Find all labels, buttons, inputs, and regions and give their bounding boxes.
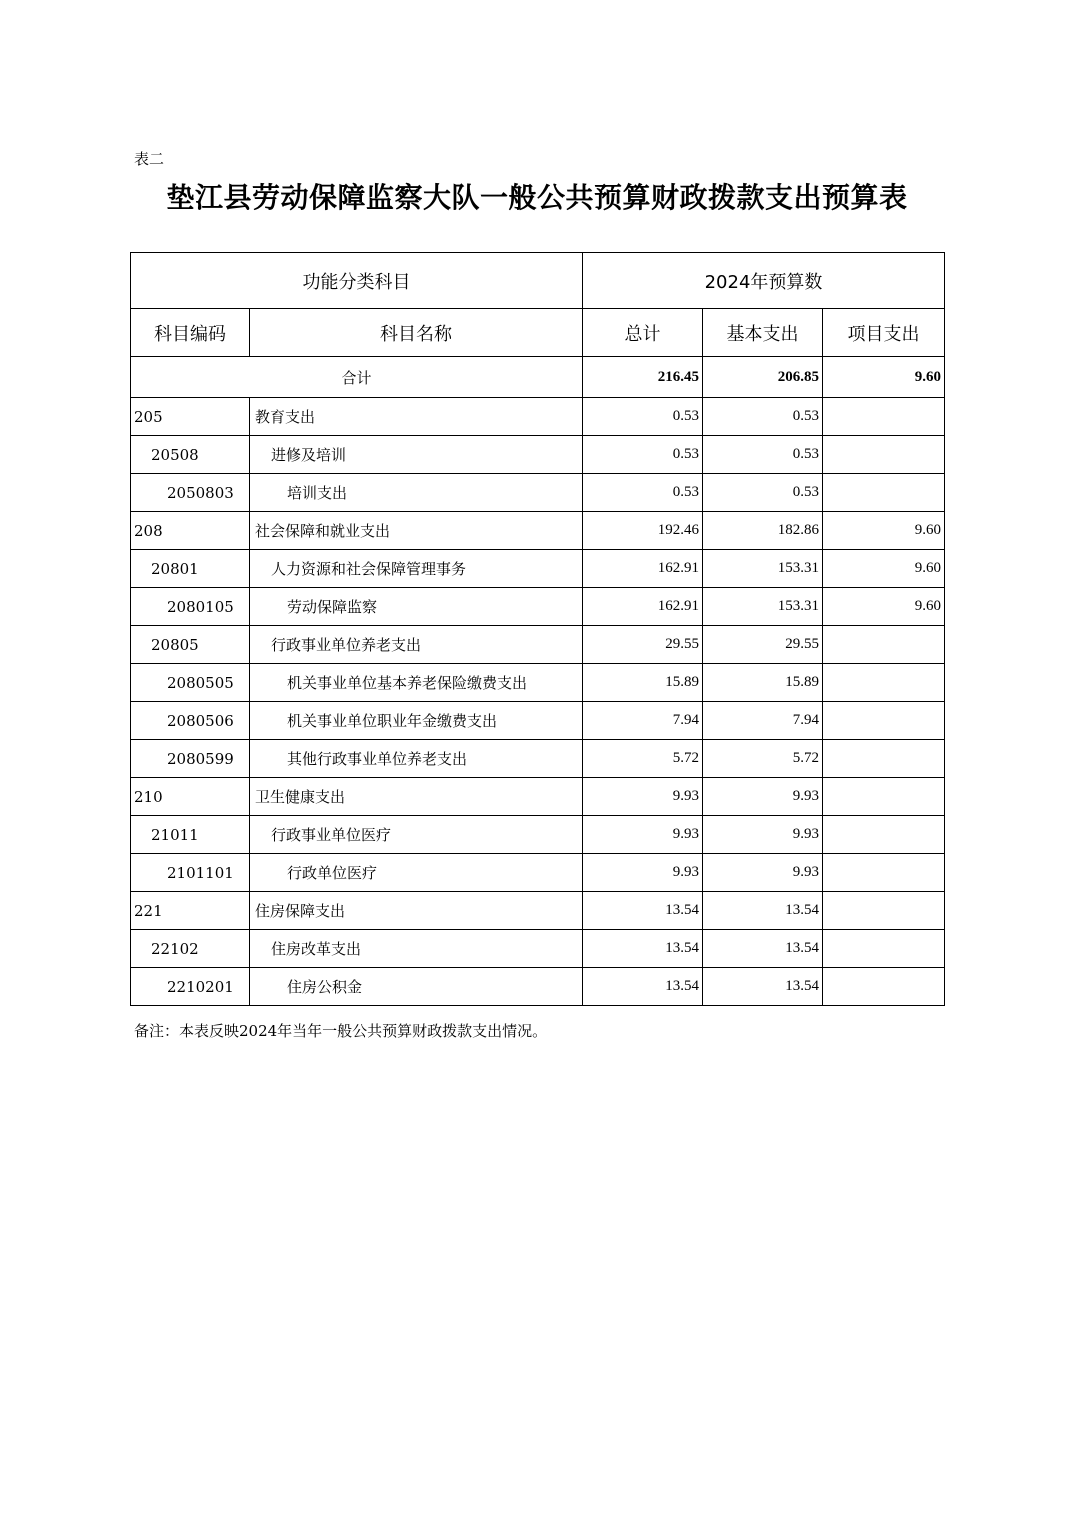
header-row-columns	[131, 309, 945, 357]
table-row	[131, 854, 945, 892]
row-code: 221	[131, 892, 250, 930]
row-project	[823, 854, 945, 892]
row-project	[823, 816, 945, 854]
row-total: 0.53	[583, 474, 703, 512]
row-project	[823, 474, 945, 512]
row-project	[823, 702, 945, 740]
table-row	[131, 664, 945, 702]
table-row	[131, 398, 945, 436]
row-total: 29.55	[583, 626, 703, 664]
table-row	[131, 512, 945, 550]
row-total: 0.53	[583, 436, 703, 474]
row-project	[823, 740, 945, 778]
table-row	[131, 436, 945, 474]
row-code: 2080599	[131, 740, 250, 778]
row-code: 20801	[131, 550, 250, 588]
row-total: 9.93	[583, 854, 703, 892]
row-name: 机关事业单位基本养老保险缴费支出	[250, 664, 583, 702]
total-row	[131, 357, 945, 398]
row-name: 社会保障和就业支出	[250, 512, 583, 550]
row-code: 20805	[131, 626, 250, 664]
row-name: 劳动保障监察	[250, 588, 583, 626]
table-row	[131, 588, 945, 626]
row-project	[823, 398, 945, 436]
row-total: 13.54	[583, 892, 703, 930]
row-project	[823, 892, 945, 930]
row-total: 9.93	[583, 816, 703, 854]
page-title: 垫江县劳动保障监察大队一般公共预算财政拨款支出预算表	[166, 181, 908, 214]
total-project: 9.60	[823, 357, 945, 398]
row-basic: 182.86	[703, 512, 823, 550]
row-basic: 153.31	[703, 550, 823, 588]
row-name: 培训支出	[250, 474, 583, 512]
row-code: 2080506	[131, 702, 250, 740]
row-name: 住房改革支出	[250, 930, 583, 968]
row-name: 进修及培训	[250, 436, 583, 474]
row-name: 行政事业单位医疗	[250, 816, 583, 854]
row-code: 2101101	[131, 854, 250, 892]
row-code: 21011	[131, 816, 250, 854]
row-project	[823, 778, 945, 816]
row-basic: 0.53	[703, 474, 823, 512]
table-row	[131, 930, 945, 968]
footnote: 备注：本表反映2024年当年一般公共预算财政拨款支出情况。	[134, 1022, 548, 1040]
row-basic: 7.94	[703, 702, 823, 740]
header-total: 总计	[583, 309, 703, 357]
row-basic: 9.93	[703, 854, 823, 892]
row-name: 住房公积金	[250, 968, 583, 1006]
row-name: 住房保障支出	[250, 892, 583, 930]
row-name: 人力资源和社会保障管理事务	[250, 550, 583, 588]
row-basic: 13.54	[703, 892, 823, 930]
row-code: 210	[131, 778, 250, 816]
row-basic: 29.55	[703, 626, 823, 664]
row-project: 9.60	[823, 550, 945, 588]
table-row	[131, 968, 945, 1006]
row-total: 162.91	[583, 588, 703, 626]
row-project: 9.60	[823, 512, 945, 550]
row-basic: 153.31	[703, 588, 823, 626]
row-total: 15.89	[583, 664, 703, 702]
row-total: 192.46	[583, 512, 703, 550]
row-name: 行政单位医疗	[250, 854, 583, 892]
row-basic: 15.89	[703, 664, 823, 702]
table-row	[131, 816, 945, 854]
row-total: 13.54	[583, 930, 703, 968]
total-basic: 206.85	[703, 357, 823, 398]
row-basic: 0.53	[703, 436, 823, 474]
row-basic: 5.72	[703, 740, 823, 778]
header-name: 科目名称	[250, 309, 583, 357]
header-basic: 基本支出	[703, 309, 823, 357]
row-total: 9.93	[583, 778, 703, 816]
total-sum: 216.45	[583, 357, 703, 398]
row-code: 2050803	[131, 474, 250, 512]
row-code: 2080505	[131, 664, 250, 702]
row-project	[823, 436, 945, 474]
row-basic: 13.54	[703, 930, 823, 968]
row-total: 7.94	[583, 702, 703, 740]
row-code: 205	[131, 398, 250, 436]
row-total: 0.53	[583, 398, 703, 436]
header-function-classification: 功能分类科目	[131, 253, 583, 309]
table-label: 表二	[134, 150, 165, 168]
row-total: 13.54	[583, 968, 703, 1006]
row-code: 2210201	[131, 968, 250, 1006]
table-row	[131, 550, 945, 588]
total-label: 合计	[131, 357, 583, 398]
row-name: 机关事业单位职业年金缴费支出	[250, 702, 583, 740]
row-project	[823, 968, 945, 1006]
header-code: 科目编码	[131, 309, 250, 357]
row-name: 教育支出	[250, 398, 583, 436]
table-row	[131, 778, 945, 816]
row-project	[823, 930, 945, 968]
table-row	[131, 474, 945, 512]
row-code: 2080105	[131, 588, 250, 626]
row-name: 卫生健康支出	[250, 778, 583, 816]
row-code: 22102	[131, 930, 250, 968]
table-row	[131, 892, 945, 930]
row-name: 其他行政事业单位养老支出	[250, 740, 583, 778]
table-row	[131, 626, 945, 664]
row-project: 9.60	[823, 588, 945, 626]
row-name: 行政事业单位养老支出	[250, 626, 583, 664]
table-row	[131, 702, 945, 740]
row-code: 20508	[131, 436, 250, 474]
row-total: 5.72	[583, 740, 703, 778]
row-basic: 0.53	[703, 398, 823, 436]
row-basic: 13.54	[703, 968, 823, 1006]
table-row	[131, 740, 945, 778]
budget-table	[130, 252, 945, 1006]
header-budget-year: 2024年预算数	[583, 253, 945, 309]
row-project	[823, 626, 945, 664]
row-project	[823, 664, 945, 702]
header-row-group	[131, 253, 945, 309]
row-basic: 9.93	[703, 778, 823, 816]
row-total: 162.91	[583, 550, 703, 588]
header-project: 项目支出	[823, 309, 945, 357]
row-basic: 9.93	[703, 816, 823, 854]
row-code: 208	[131, 512, 250, 550]
